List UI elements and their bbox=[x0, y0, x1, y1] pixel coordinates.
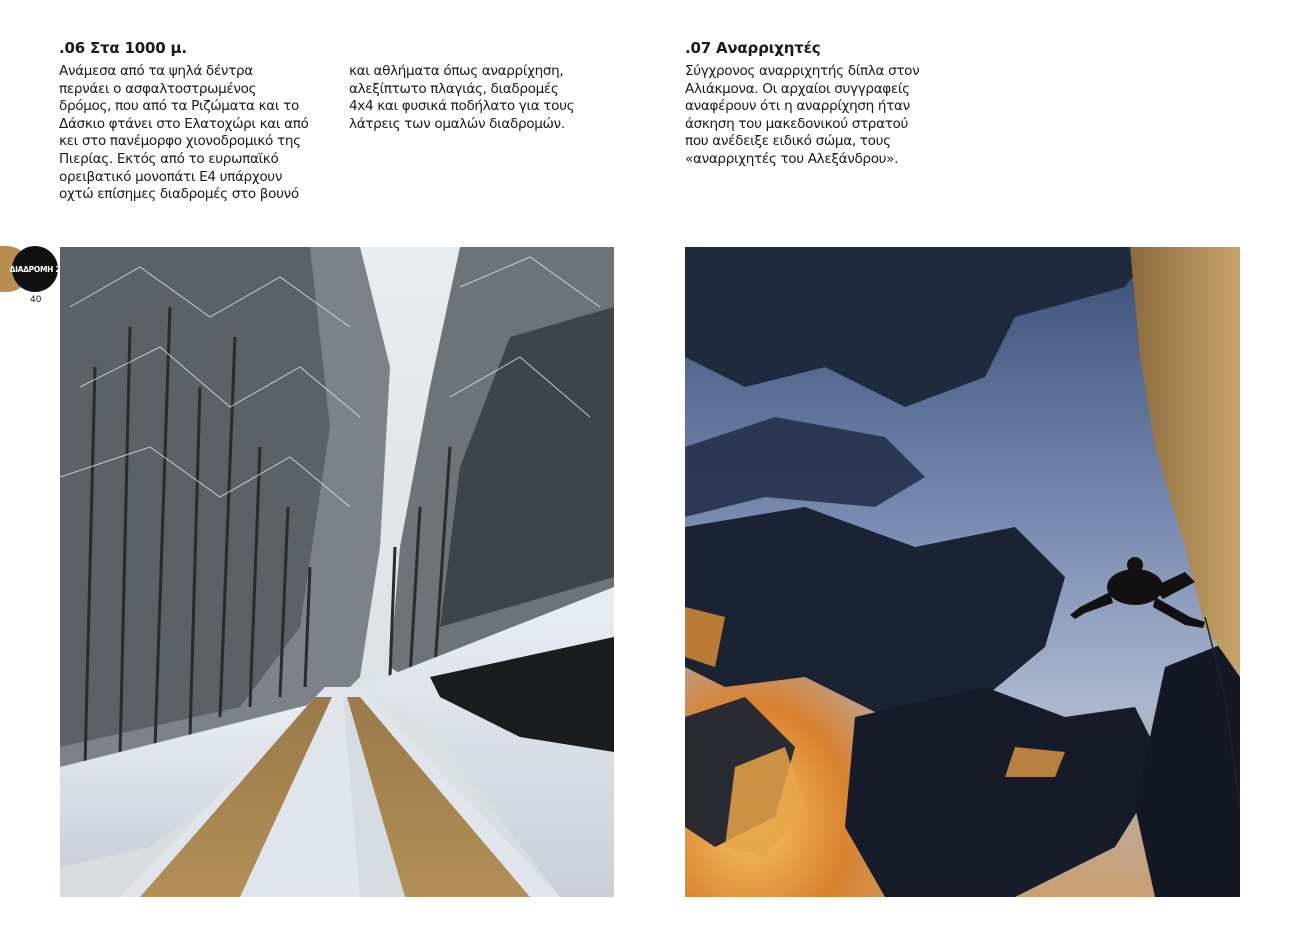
section-06-text-column-2 bbox=[349, 63, 574, 133]
text-line: δρόμος, που από τα Ριζώματα και το bbox=[59, 98, 299, 115]
page-number: 40 bbox=[30, 295, 42, 305]
text-line: άσκηση του μακεδονικού στρατού bbox=[685, 115, 909, 132]
text-line: οχτώ επίσημες διαδρομές στο βουνό bbox=[59, 186, 299, 203]
text-line: λάτρεις των ομαλών διαδρομών. bbox=[349, 115, 565, 132]
section-07-text-column bbox=[685, 63, 919, 169]
section-tab-badge bbox=[9, 246, 61, 292]
text-line: Δάσκιο φτάνει στο Ελατοχώρι και από bbox=[59, 115, 309, 132]
section-tab bbox=[0, 246, 60, 292]
rock-climber-photo bbox=[685, 247, 1240, 897]
text-line: Σύγχρονος αναρριχητής δίπλα στον bbox=[685, 63, 920, 79]
text-line: περνάει ο ασφαλτοστρωμένος bbox=[59, 80, 257, 97]
text-line: ορειβατικό μονοπάτι Ε4 υπάρχουν bbox=[59, 168, 283, 185]
text-line: Πιερίας. Εκτός από το ευρωπαϊκό bbox=[59, 150, 279, 167]
section-06-text-column-1 bbox=[59, 63, 309, 204]
text-line: 4x4 και φυσικά ποδήλατο για τους bbox=[349, 98, 575, 115]
text-line: «αναρριχητές του Αλεξάνδρου». bbox=[685, 150, 899, 167]
section-tab-label: ΔΙΑΔΡΟΜΗ 2 bbox=[9, 264, 61, 274]
text-line: και αθλήματα όπως αναρρίχηση, bbox=[349, 63, 564, 79]
text-line: κει στο πανέμορφο χιονοδρομικό της bbox=[59, 133, 301, 150]
text-line: που ανέδειξε ειδικό σώμα, τους bbox=[685, 133, 891, 150]
text-line: αλεξίπτωτο πλαγιάς, διαδρομές bbox=[349, 80, 559, 97]
text-line: Ανάμεσα από τα ψηλά δέντρα bbox=[59, 63, 253, 79]
text-line: αναφέρουν ότι η αναρρίχηση ήταν bbox=[685, 98, 910, 115]
section-07-heading: .07 Αναρριχητές bbox=[685, 39, 821, 57]
section-06-heading: .06 Στα 1000 μ. bbox=[59, 39, 187, 57]
text-line: Αλιάκμονα. Οι αρχαίοι συγγραφείς bbox=[685, 80, 910, 97]
snowy-forest-road-photo bbox=[60, 247, 614, 897]
